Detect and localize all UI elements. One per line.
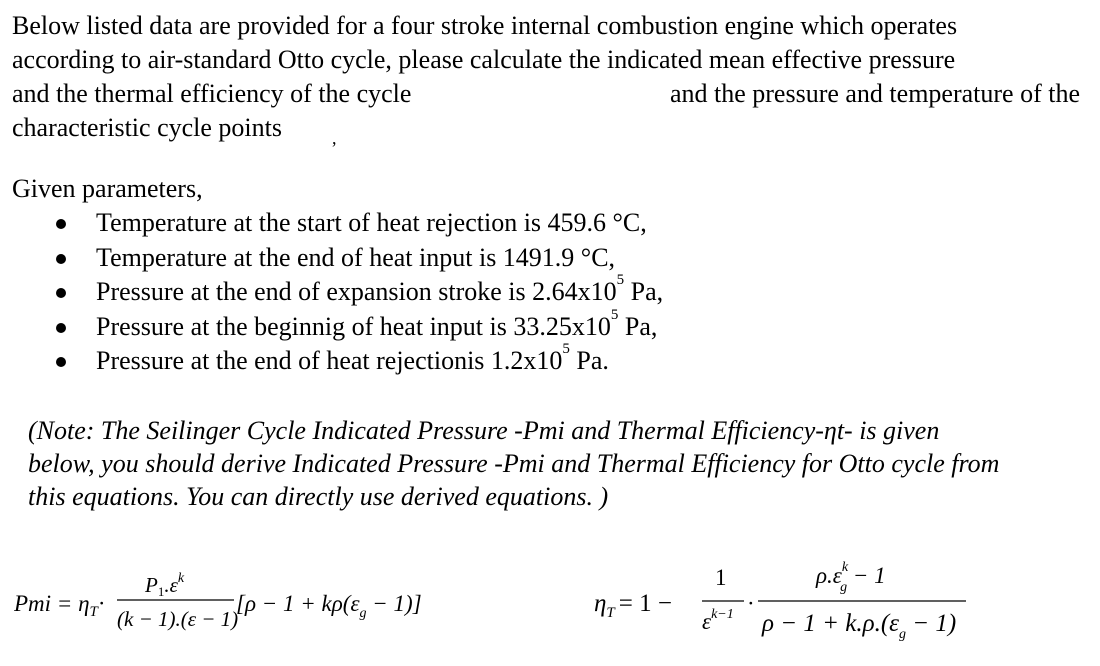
bullet-icon — [56, 323, 66, 333]
list-item — [12, 306, 663, 345]
list-item — [12, 341, 663, 379]
thermal-efficiency-equation — [594, 545, 1014, 655]
eta-dot: · — [747, 591, 755, 616]
pmi-denominator: (k − 1).(ε − 1) — [117, 607, 239, 631]
intro-line-3 — [12, 77, 1080, 111]
problem-statement — [12, 9, 1080, 147]
param-text: Temperature at the start of heat rejection is 459.6 °C, — [96, 208, 647, 237]
bullet-icon — [56, 254, 66, 264]
note-line-1: (Note: The Seilinger Cycle Indicated Pressure -Pmi and Thermal Efficiency-ηt- is given — [28, 416, 940, 445]
eta-lhs: $\eta_T = 1$ − — [594, 590, 672, 621]
eta-frac1-denominator: $\varepsilon^{k-1}$ — [702, 607, 734, 634]
intro-line-2: according to air-standard Otto cycle, please calculate the indicated mean effective pressure — [12, 45, 956, 74]
pmi-bracket-term: $[\rho - 1 + k\rho(\varepsilon_g - 1)]$ — [236, 591, 422, 621]
bullet-icon — [56, 219, 66, 229]
param-text: Temperature at the end of heat input is 1491.9 °C, — [96, 242, 616, 272]
param-exponent: 5 — [562, 341, 570, 357]
intro-line-3b: and the pressure and temperature of the — [669, 79, 1080, 108]
eta-frac1-numerator: 1 — [715, 565, 727, 590]
intro-line-1: Below listed data are provided for a four stroke internal combustion engine which operates — [12, 11, 958, 40]
note-line-3: this equations. You can directly use derived equations. ) — [28, 482, 609, 511]
pmi-equation — [14, 560, 434, 650]
param-unit: Pa, — [618, 311, 658, 341]
param-text: Pressure at the end of expansion stroke is 2.64x10 — [96, 277, 617, 306]
eta-frac2-denominator: $\rho - 1 + k.\rho.(\varepsilon_g - 1)$ — [762, 610, 957, 642]
eta-frac2-numerator: $\rho.\varepsilon^k$ g − 1 — [816, 560, 886, 595]
param-unit: Pa. — [569, 346, 609, 375]
param-unit: Pa, — [624, 277, 664, 306]
list-item — [12, 241, 663, 276]
note-line-2: below, you should derive Indicated Pressure -Pmi and Thermal Efficiency for Otto cycle from — [28, 449, 1000, 478]
given-heading: Given parameters, — [12, 174, 203, 203]
bullet-icon — [56, 357, 66, 367]
bullet-icon — [56, 288, 66, 298]
pmi-equation-svg — [14, 560, 434, 650]
intro-line-4: characteristic cycle points — [12, 113, 282, 142]
eta-equation-svg — [594, 545, 1014, 655]
intro-line-3a: and the thermal efficiency of the cycle — [12, 79, 412, 108]
intro-comma: , — [331, 128, 337, 148]
list-item — [12, 272, 664, 310]
pmi-numerator: $P1.\varepsilon^k$ — [145, 571, 185, 599]
note-paragraph — [28, 414, 1080, 513]
pmi-lhs: Pmi = $\eta_T\cdot$ — [14, 591, 106, 620]
list-item — [12, 206, 663, 241]
param-text: Pressure at the beginnig of heat input is 33.25x10 — [96, 311, 611, 341]
param-text: Pressure at the end of heat rejectionis 1.2x10 — [96, 346, 563, 375]
param-exponent: 5 — [610, 306, 619, 323]
given-parameters-list — [12, 206, 663, 379]
param-exponent: 5 — [616, 272, 625, 288]
